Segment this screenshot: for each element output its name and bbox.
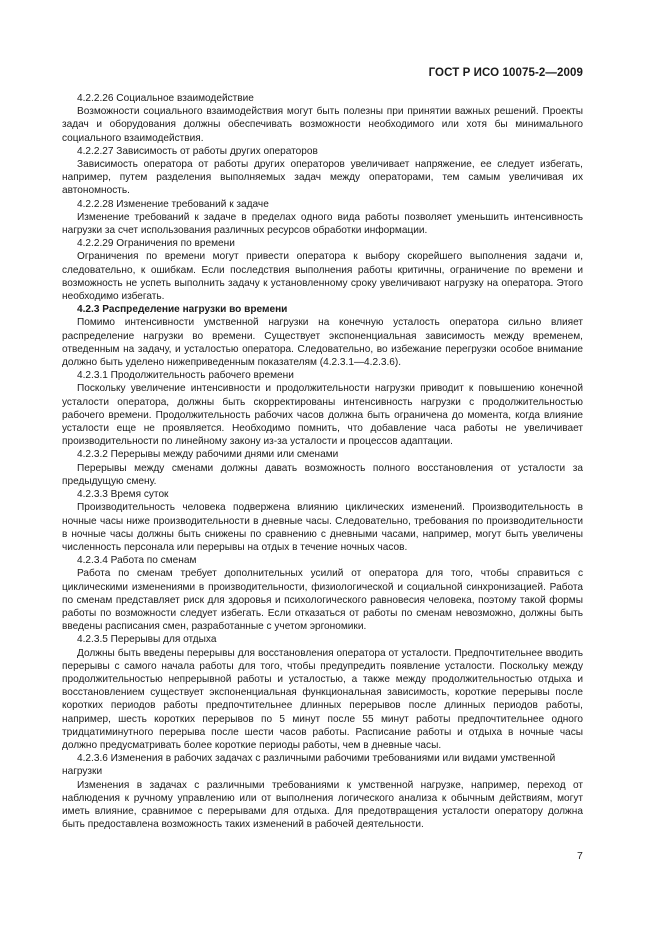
section-heading: 4.2.3.1 Продолжительность рабочего времени [77,370,294,382]
page-number: 7 [577,850,583,862]
section-heading: 4.2.2.29 Ограничения по времени [77,238,235,250]
section-heading: 4.2.3 Распределение нагрузки во времени [77,304,288,316]
section-paragraph: Производительность человека подвержена влиянию циклических изменений. Производительность в ночные часы ниже производительности в дневные часы. Следовательно, требования по производительности в ночные часы должны быть снижены по сравнению с дневными часами, например, могут быть увеличены численность персонала или перерывы на отдых в течение ночных часов. [62,502,583,553]
section-heading: 4.2.3.6 Изменения в рабочих задачах с различными рабочими требованиями или видами умственной нагрузки [62,753,556,778]
section-heading: 4.2.3.4 Работа по сменам [77,555,197,567]
section-paragraph: Зависимость оператора от работы других операторов увеличивает напряжение, ее следует избегать, например, путем разделения выполняемых задач между операторами, тем самым увеличивая их автономность. [62,159,583,197]
section-paragraph: Перерывы между сменами должны давать возможность полного восстановления от усталости за предыдущую смену. [62,462,583,487]
section-heading: 4.2.3.2 Перерывы между рабочими днями или сменами [77,449,339,461]
section-paragraph: Помимо интенсивности умственной нагрузки на конечную усталость оператора сильно влияет распределение нагрузки во времени. Существует экспоненциальная зависимость между временем, отведенным на задачу, и усталостью оператора. Следовательно, во избежание перегрузки особое внимание должно быть уделено нижеприведенным показателям (4.2.3.1—4.2.3.6). [62,317,583,369]
section-paragraph: Должны быть введены перерывы для восстановления оператора от усталости. Предпочтительнее вводить перерывы с самого начала работы для того, чтобы предупредить появление усталости. Поскольку между продолжительностью непрерывной работы и усталостью, а также между продолжительностью отдыха и восстановлением существует экспоненциальная функциональная зависимость, короткие перерывы после коротких периодов работы предпочтительнее длинных перерывов после длинных периодов работы, например, шесть коротких перерывов по 5 минут после 55 минут работы предпочтительнее одного тридцатиминутного перерыва после шести часов работы. Расписание работы и отдыха в ночные часы должно предусматривать более короткие периоды работы, чем в дневные часы. [62,647,583,751]
section-heading: 4.2.3.5 Перерывы для отдыха [77,634,217,646]
section-paragraph: Работа по сменам требует дополнительных усилий от оператора для того, чтобы справиться с циклическими изменениями в производительности, физиологической и социальной синхронизацией. Работа по сменам представляет риск для здоровья и психологического равновесия человека, поэтому такой формы работы по возможности следует избегать. Если отказаться от работы по сменам невозможно, должны быть введены расписания смен, разработанные с учетом эргономики. [62,568,583,633]
section-heading: 4.2.2.26 Социальное взаимодействие [77,93,254,104]
document-id-header: ГОСТ Р ИСО 10075-2—2009 [428,67,583,79]
document-body [62,92,583,831]
section-heading: 4.2.2.28 Изменение требований к задаче [77,198,269,210]
section-heading: 4.2.3.3 Время суток [77,489,169,501]
section-paragraph: Изменения в задачах с различными требованиями к умственной нагрузке, например, переход от наблюдения к ручному управлению или от выполнения логического анализа к обычным действиям, могут иметь влияние, сравнимое с перерывами для отдыха. Для предотвращения усталости оператору должна быть предоставлена возможность таких изменений в рабочей деятельности. [62,779,583,831]
section-paragraph: Возможности социального взаимодействия могут быть полезны при принятии важных решений. Проекты задач и оборудования должны обеспечивать возможности необходимого или хотя бы минимального социального взаимодействия. [62,106,583,144]
section-paragraph: Ограничения по времени могут привести оператора к выбору скорейшего выполнения задачи и, следовательно, к ошибкам. Если последствия выполнения работы критичны, ограничение по времени и возможность не успеть выполнить задачу к установленному сроку увеличивают нагрузку на оператора. Этого необходимо избегать. [62,251,583,303]
section-paragraph: Поскольку увеличение интенсивности и продолжительности нагрузки приводит к повышению конечной усталости оператора, должны быть скорректированы интенсивность нагрузки с продолжительностью рабочего времени. Продолжительность рабочих часов должна быть ограничена до момента, когда влияние усталости еще не проявляется. Необходимо помнить, что добавление часа работы не увеличивает производительности по линейному закону из-за усталости и процессов адаптации. [62,383,583,448]
section-paragraph: Изменение требований к задаче в пределах одного вида работы позволяет уменьшить интенсивность нагрузки за счет использования различных ресурсов обработки информации. [62,211,583,237]
section-heading: 4.2.2.27 Зависимость от работы других операторов [77,145,318,157]
